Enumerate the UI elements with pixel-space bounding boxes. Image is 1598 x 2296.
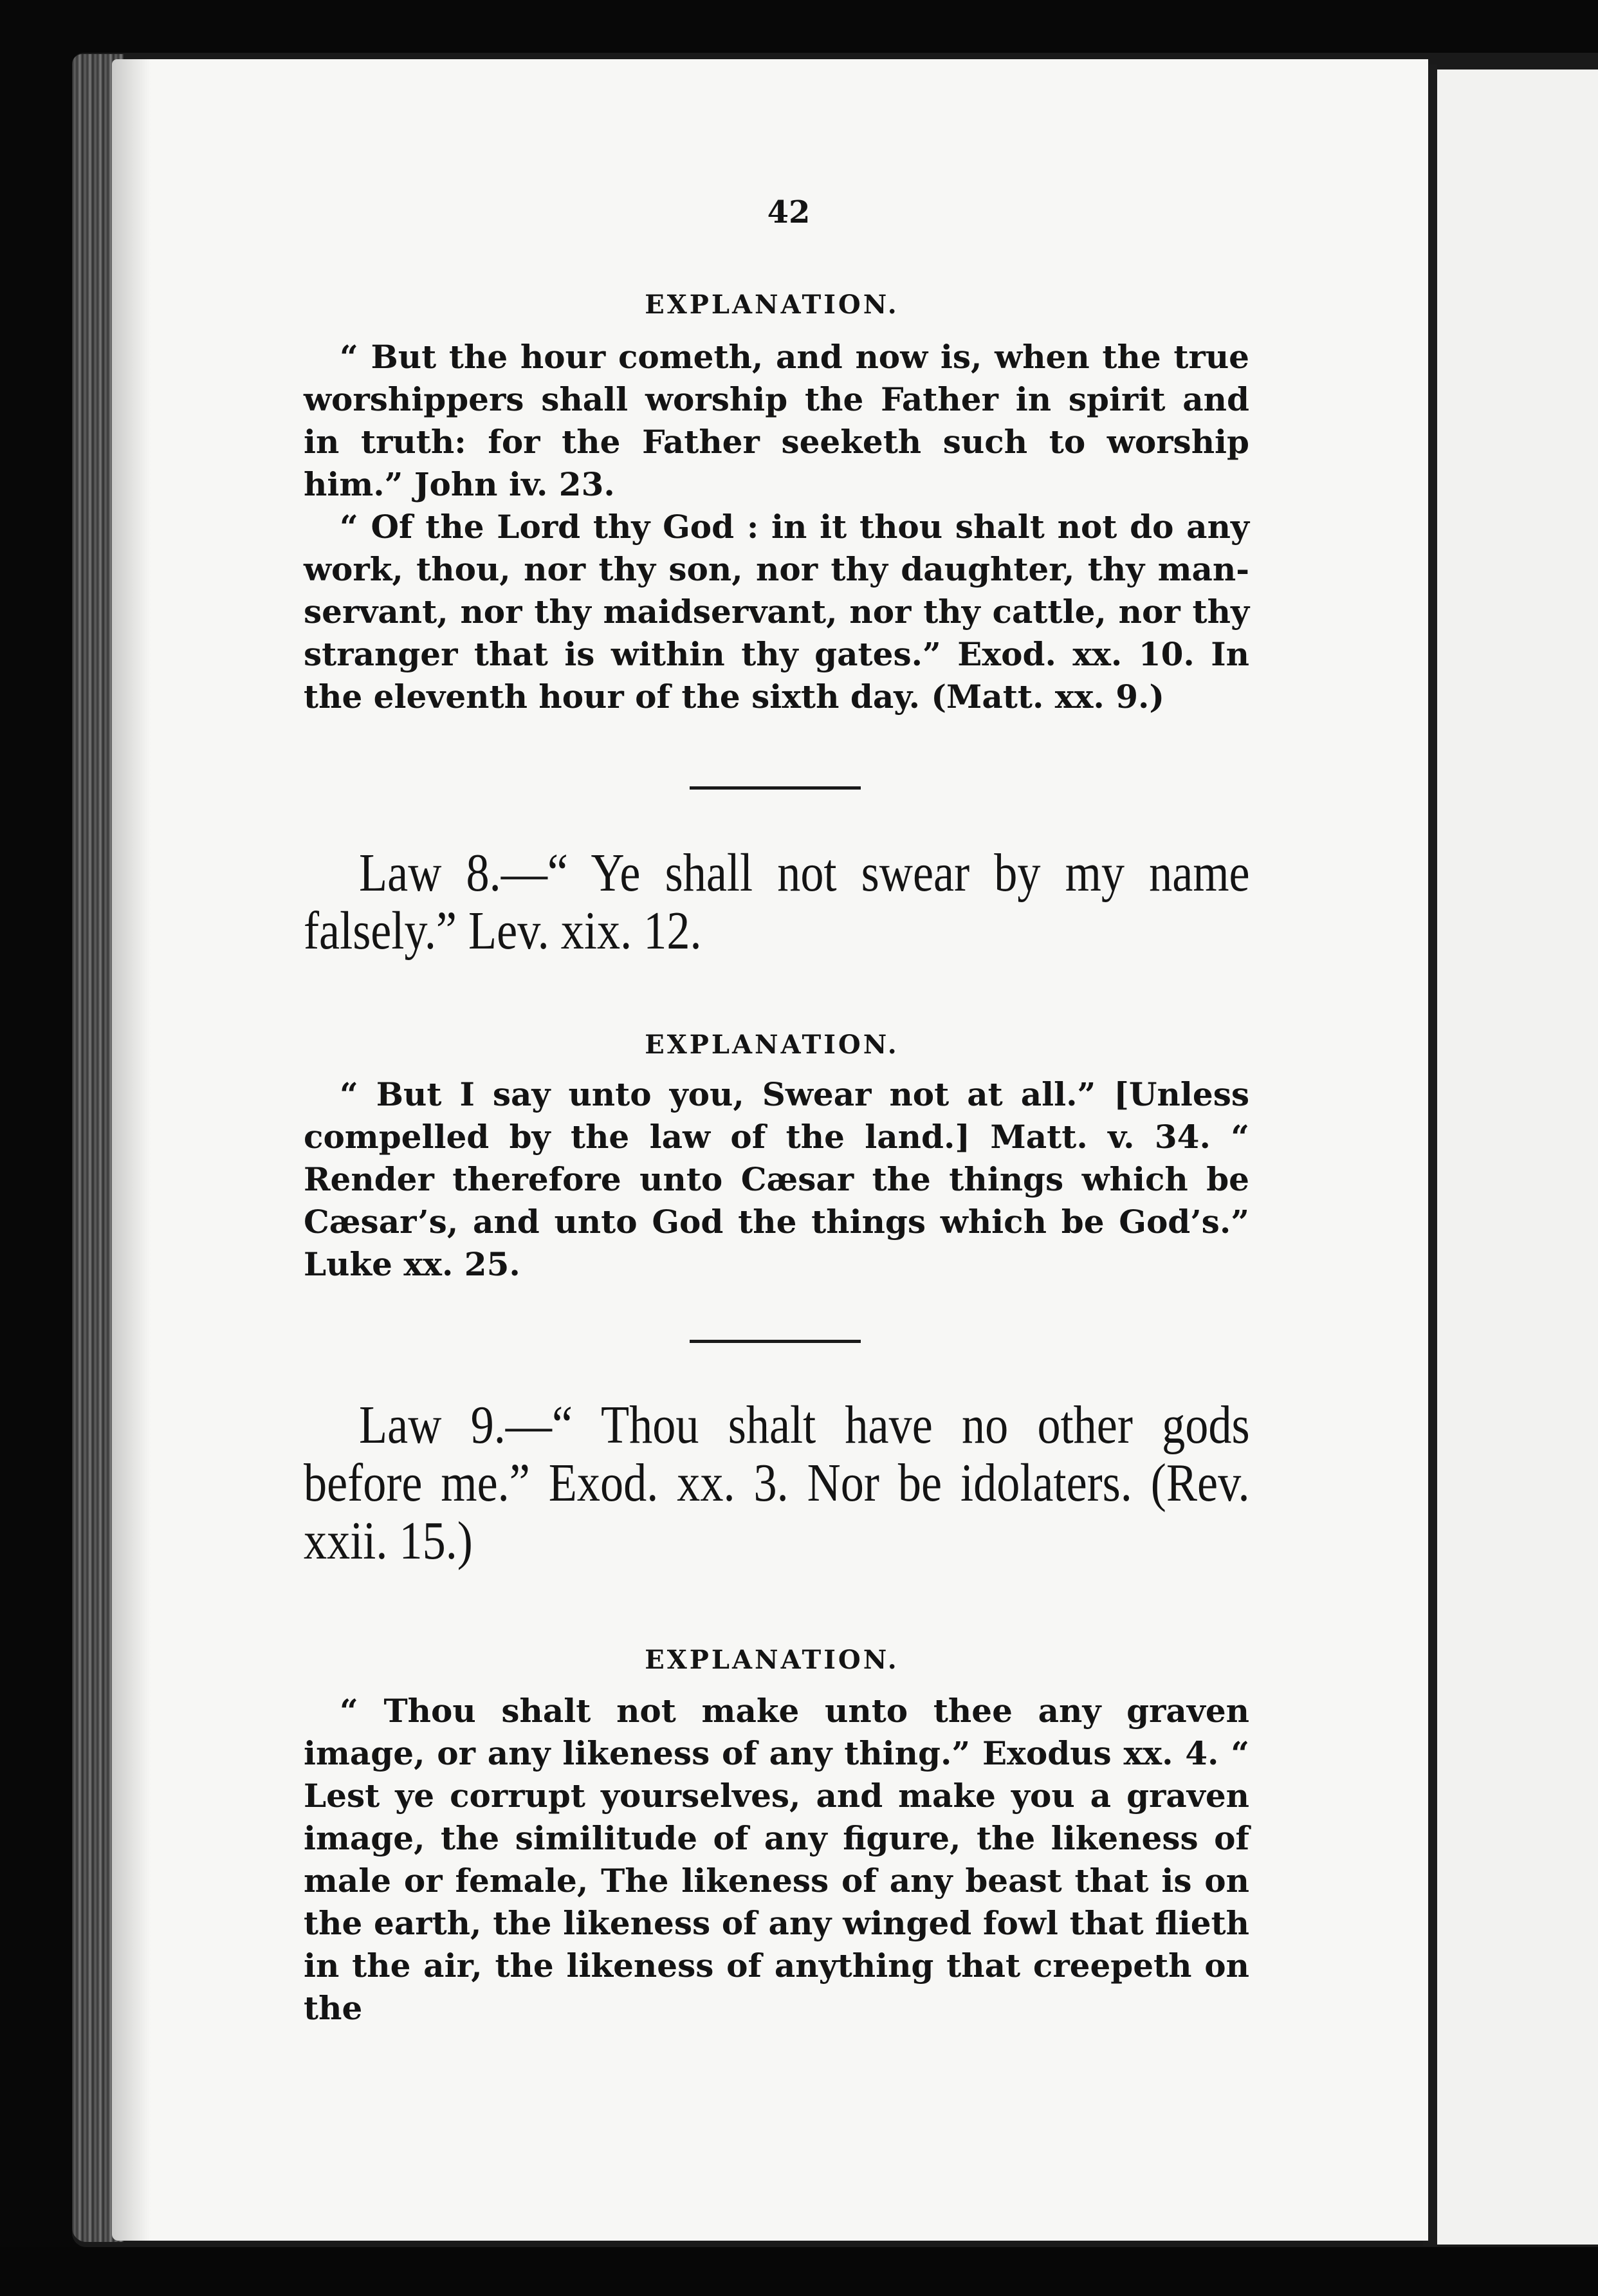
explanation-heading: EXPLANATION. (645, 290, 899, 320)
scan-bottom-margin (0, 2247, 1598, 2296)
scripture-paragraph: “ But I say unto you, Swear not at all.” [Unless compelled by the law of the land.] Matt. v. 34. “ Render therefore unto Cæsar the things which be Cæsar’s, and unto God the things which be God’s.” Luke xx. 25. (304, 1075, 1249, 1283)
facing-page (1437, 69, 1598, 2245)
scripture-paragraph: “ Of the Lord thy God : in it thou shalt not do any work, thou, nor thy son, nor thy daughter, thy man-servant, nor thy maidservant, nor thy cattle, nor thy stranger that is within thy gates.” Exod. xx. 10. In the eleventh hour of the sixth day. (Matt. xx. 9.) (304, 508, 1249, 716)
section-divider (690, 786, 861, 790)
page-number: 42 (767, 194, 811, 230)
page-curl-shadow (112, 59, 151, 2241)
explanation-heading: EXPLANATION. (645, 1645, 899, 1675)
section-divider (690, 1340, 861, 1343)
law-heading (304, 1395, 1250, 1571)
law-8-text: Law 8.—“ Ye shall not swear by my name falsely.” Lev. xix. 12. (304, 843, 1250, 961)
explanation-heading: EXPLANATION. (645, 1030, 899, 1060)
scripture-paragraph: “ But the hour cometh, and now is, when the true worshippers shall worship the Father in spirit and in truth: for the Father seeketh such to worship him.” John iv. 23. (304, 338, 1249, 503)
scripture-paragraph: “ Thou shalt not make unto thee any graven image, or any likeness of any thing.” Exodus xx. 4. “ Lest ye corrupt yourselves, and make you a graven image, the similitude of any figure, the likeness of male or female, The likeness of any beast that is on the earth, the likeness of any winged fowl that flieth in the air, the likeness of anything that creepeth on the (304, 1692, 1249, 2027)
law-9-text: Law 9.—“ Thou shalt have no other gods before me.” Exod. xx. 3. Nor be idolaters. (Rev. xxii. 15.) (304, 1395, 1250, 1571)
law-heading (304, 843, 1250, 961)
